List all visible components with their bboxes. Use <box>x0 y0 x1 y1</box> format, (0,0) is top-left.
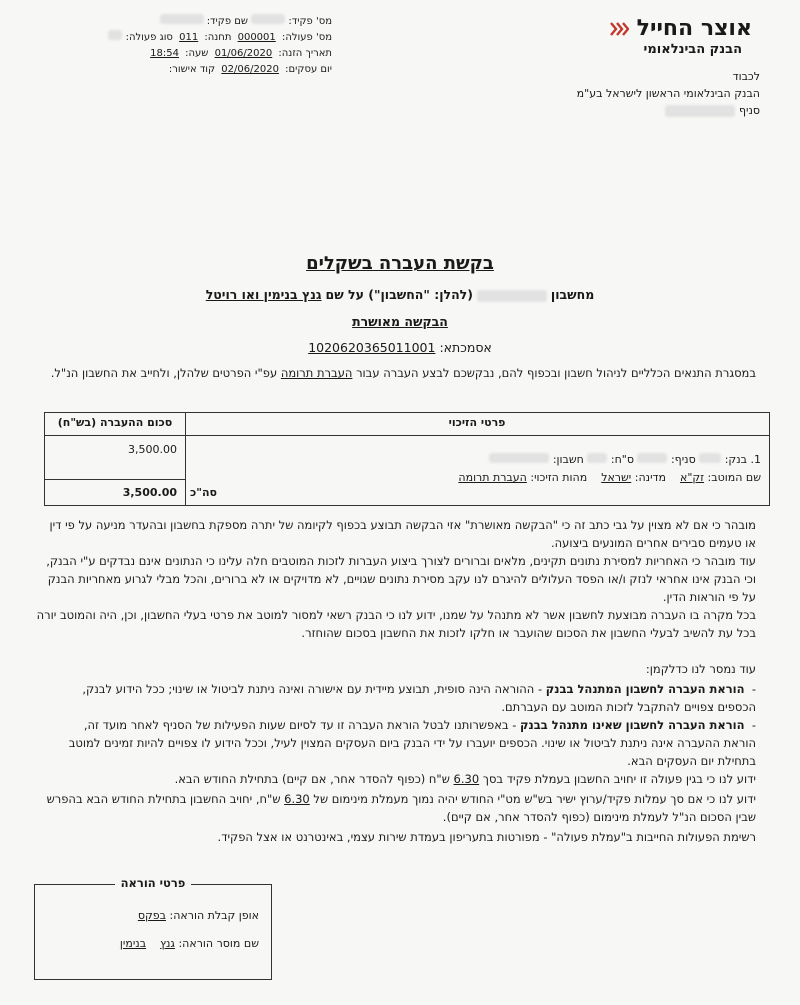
intro-text-a: במסגרת התנאים הכלליים לניהול חשבון ובכפוף להם, נבקשכם לבצע העברה עבור <box>356 366 756 380</box>
instruction-box <box>34 876 272 980</box>
paragraph-balance: מובהר כי אם לא מצוין על גבי כתב זה כי "הבקשה מאושרת" אזי הבקשה תבוצע בכפוף לקיומה של יתרה מספקת בחשבון ובהעדר מניעה על פי דין או טעמים סבירים אחרים המונעים ביצועה. <box>49 518 756 550</box>
intro-paragraph <box>36 364 756 382</box>
amount-cell: 3,500.00 <box>128 443 177 456</box>
addressee <box>460 68 760 119</box>
name-label: שם פקיד: <box>206 16 248 27</box>
redacted-sc <box>587 453 607 463</box>
business-day-row <box>132 62 332 78</box>
fee2-amount: 6.30 <box>284 792 310 806</box>
col-amount-header: סכום ההעברה (בש"ח) <box>57 416 173 429</box>
bullet-external-text: - באפשרותנו לבטל הוראת העברה זו עד לסיום שעות הפעילות של הסניף לאחר מועד זה, הוראת ההעברה אינה ניתנת לביטול או שינוי. הכספים יועברו על ידי הבנק ביום העסקים המצוין לעיל, וככל הידוע לו צפויים להיות זמינים למוטב בתחילת יום העסקים הבא. <box>68 718 756 768</box>
station: 011 <box>179 32 199 43</box>
total-amount: 3,500.00 <box>122 486 177 499</box>
transfer-table <box>44 412 770 506</box>
approved-status: הבקשה מאושרת <box>352 314 448 329</box>
redacted-account <box>477 290 547 302</box>
fee-paragraph-3: רשימת הפעולות החייבות ב"עמלת פעולה" - מפורטות בתעריפון בעמדת שירות עצמי, באינטרנט או אצל הפקיד. <box>217 830 756 844</box>
addressee-line1: לכבוד <box>732 70 760 83</box>
transaction-info <box>125 14 332 78</box>
logo-chevron-icon <box>609 20 629 38</box>
paragraph-notice: עוד נמסר לנו כדלקמן: <box>645 662 756 676</box>
station-label: תחנה: <box>204 32 232 43</box>
redacted-account-cell <box>489 453 549 463</box>
fee2-text-b: ש"ח, יחויב החשבון בתחילת החודש הבא בהפרש שבין הסכום הנ"ל לעמלת מינימום (כפוף להסדר אחר, אם קיים). <box>46 792 756 824</box>
action-no-label: מס' פעולה: <box>281 32 332 43</box>
giver-label: שם מוסר הוראה: <box>178 937 259 950</box>
time: 18:54 <box>150 48 179 59</box>
credit-row-2 <box>458 471 761 484</box>
action-no: 000001 <box>237 32 276 43</box>
instruction-box-title: פרטי הוראה <box>115 876 192 890</box>
branch-cell-label: סניף: <box>670 453 696 466</box>
redacted-name <box>160 14 204 24</box>
business-day-label: יום עסקים: <box>285 64 332 75</box>
instruction-method-row <box>138 909 259 922</box>
teller-label: מס' פקיד: <box>288 16 332 27</box>
addressee-line2: הבנק הבינלאומי הראשון לישראל בע"מ <box>576 87 760 100</box>
giver-first-name: בנימין <box>119 937 147 950</box>
fee1-amount: 6.30 <box>453 772 480 786</box>
nature: העברת תרומה <box>458 471 527 484</box>
business-day: 02/06/2020 <box>221 64 279 75</box>
logo-subtitle: הבנק הבינלאומי <box>643 42 742 57</box>
intro-transfer-type: העברת תרומה <box>280 366 353 380</box>
time-label: שעה: <box>185 48 209 59</box>
sc-label: ס"ח: <box>610 453 634 466</box>
date-row <box>132 46 332 62</box>
bank-logo <box>582 16 752 58</box>
fee1-text-b: ש"ח (כפוף להסדר אחר, אם קיים) בתחילת החודש הבא. <box>174 772 450 786</box>
reference-value: 1020620365011001 <box>308 340 436 355</box>
total-label: סה"כ <box>190 486 217 499</box>
col-details-header: פרטי הזיכוי <box>448 416 506 429</box>
country: ישראל <box>601 471 632 484</box>
nature-label: מהות הזיכוי: <box>530 471 588 484</box>
account-line <box>0 287 800 302</box>
bullet-external-title: הוראת העברה לחשבון שאינו מתנהל בבנק <box>520 718 745 732</box>
logo-name: אוצר החייל <box>636 16 752 41</box>
giver-last-name: גנץ <box>160 937 175 950</box>
fee2-text-a: ידוע לנו כי אם סך עמלות פקיד/ערוץ ישיר בש"ש מט"י החודש יהיה נמוך מעמלת מינימום של <box>313 792 756 806</box>
action-row <box>125 30 332 46</box>
fee-paragraph-1 <box>36 770 756 788</box>
paragraph-responsibility: עוד מובהר כי האחריות למסירת נתונים תקינים, מלאים וברורים לצורך ביצוע העברות לזכות המוטבים חלה עלינו כי הנתונים אינם נבדקים ע"י הבנק, וכי הבנק אינו אחראי לנזק ו/או הפסד העלולים להיגרם לנו עקב מסירת נתונים שגויים, לא מדויקים או לא ברורים, והכל מבלי לגרוע מאחריות הבנק על פי הוראות הדין. <box>46 554 756 604</box>
redacted-teller <box>251 14 285 24</box>
bullet-dash: - <box>748 682 756 696</box>
bullet-internal-text: - ההוראה הינה סופית, תבוצע מיידית עם אישורה ואינה ניתנת לביטול או שינוי; ככל הידוע לבנק, הכספים צפויים להתקבל לזכות המוטב עם העברתם. <box>82 682 756 714</box>
row-number: 1. <box>750 453 761 466</box>
instruction-box-title-wrap <box>35 876 271 890</box>
addressee-branch <box>460 102 760 119</box>
fee1-text-a: ידוע לנו כי בגין פעולה זו יחויב החשבון בעמלת פקיד בסך <box>482 772 756 786</box>
fee-paragraph-2 <box>36 790 756 826</box>
intro-text-c: עפ"י הפרטים שלהלן, ולחייב את החשבון הנ"ל. <box>50 366 278 380</box>
branch-label: סניף <box>738 104 760 117</box>
bullet-internal <box>52 680 756 716</box>
order-date-label: תאריך הזנה: <box>278 48 332 59</box>
action-type-label: סוג פעולה: <box>125 32 173 43</box>
reference-line <box>0 340 800 355</box>
paragraph-beneficiary: בכל מקרה בו העברה מבוצעת לחשבון אשר לא מתנהל על שמנו, ידוע לנו כי הבנק רשאי למסור למוטב את פרטי בעלי החשבון, וכן, היה והמוטב יורה בכל עת להשיב לבעלי החשבון את הסכום שהועבר או חלקו לזכות את החשבון בסכום שהוחזר. <box>36 608 756 640</box>
bullet-external <box>52 716 756 770</box>
account-middle: (להלן: "החשבון") על שם <box>325 287 473 302</box>
account-owner: גנץ בנימין ואו רויטל <box>205 287 322 302</box>
reference-label: אסמכתא: <box>439 340 492 355</box>
logo-name-row <box>582 16 752 42</box>
order-date: 01/06/2020 <box>214 48 273 59</box>
approval-code-label: קוד אישור: <box>168 64 216 75</box>
redacted-branch-cell <box>637 453 667 463</box>
country-label: מדינה: <box>634 471 667 484</box>
bullet-internal-title: הוראת העברה לחשבון המתנהל בבנק <box>545 682 745 696</box>
redacted-branch <box>665 105 735 117</box>
instruction-giver-row <box>120 937 259 950</box>
method-value: בפקס <box>137 909 166 922</box>
bullet-dash-2: - <box>748 718 756 732</box>
teller-row <box>132 14 332 30</box>
method-label: אופן קבלת הוראה: <box>169 909 259 922</box>
beneficiary-label: שם המוטב: <box>707 471 761 484</box>
redacted-bank <box>699 453 721 463</box>
credit-row-1 <box>489 453 761 466</box>
document-title: בקשת העברה בשקלים <box>306 253 494 274</box>
account-prefix: מחשבון <box>550 287 595 302</box>
account-cell-label: חשבון: <box>552 453 584 466</box>
bank-label: בנק: <box>724 453 747 466</box>
redacted-action-type <box>108 30 122 40</box>
beneficiary: זק"א <box>680 471 705 484</box>
